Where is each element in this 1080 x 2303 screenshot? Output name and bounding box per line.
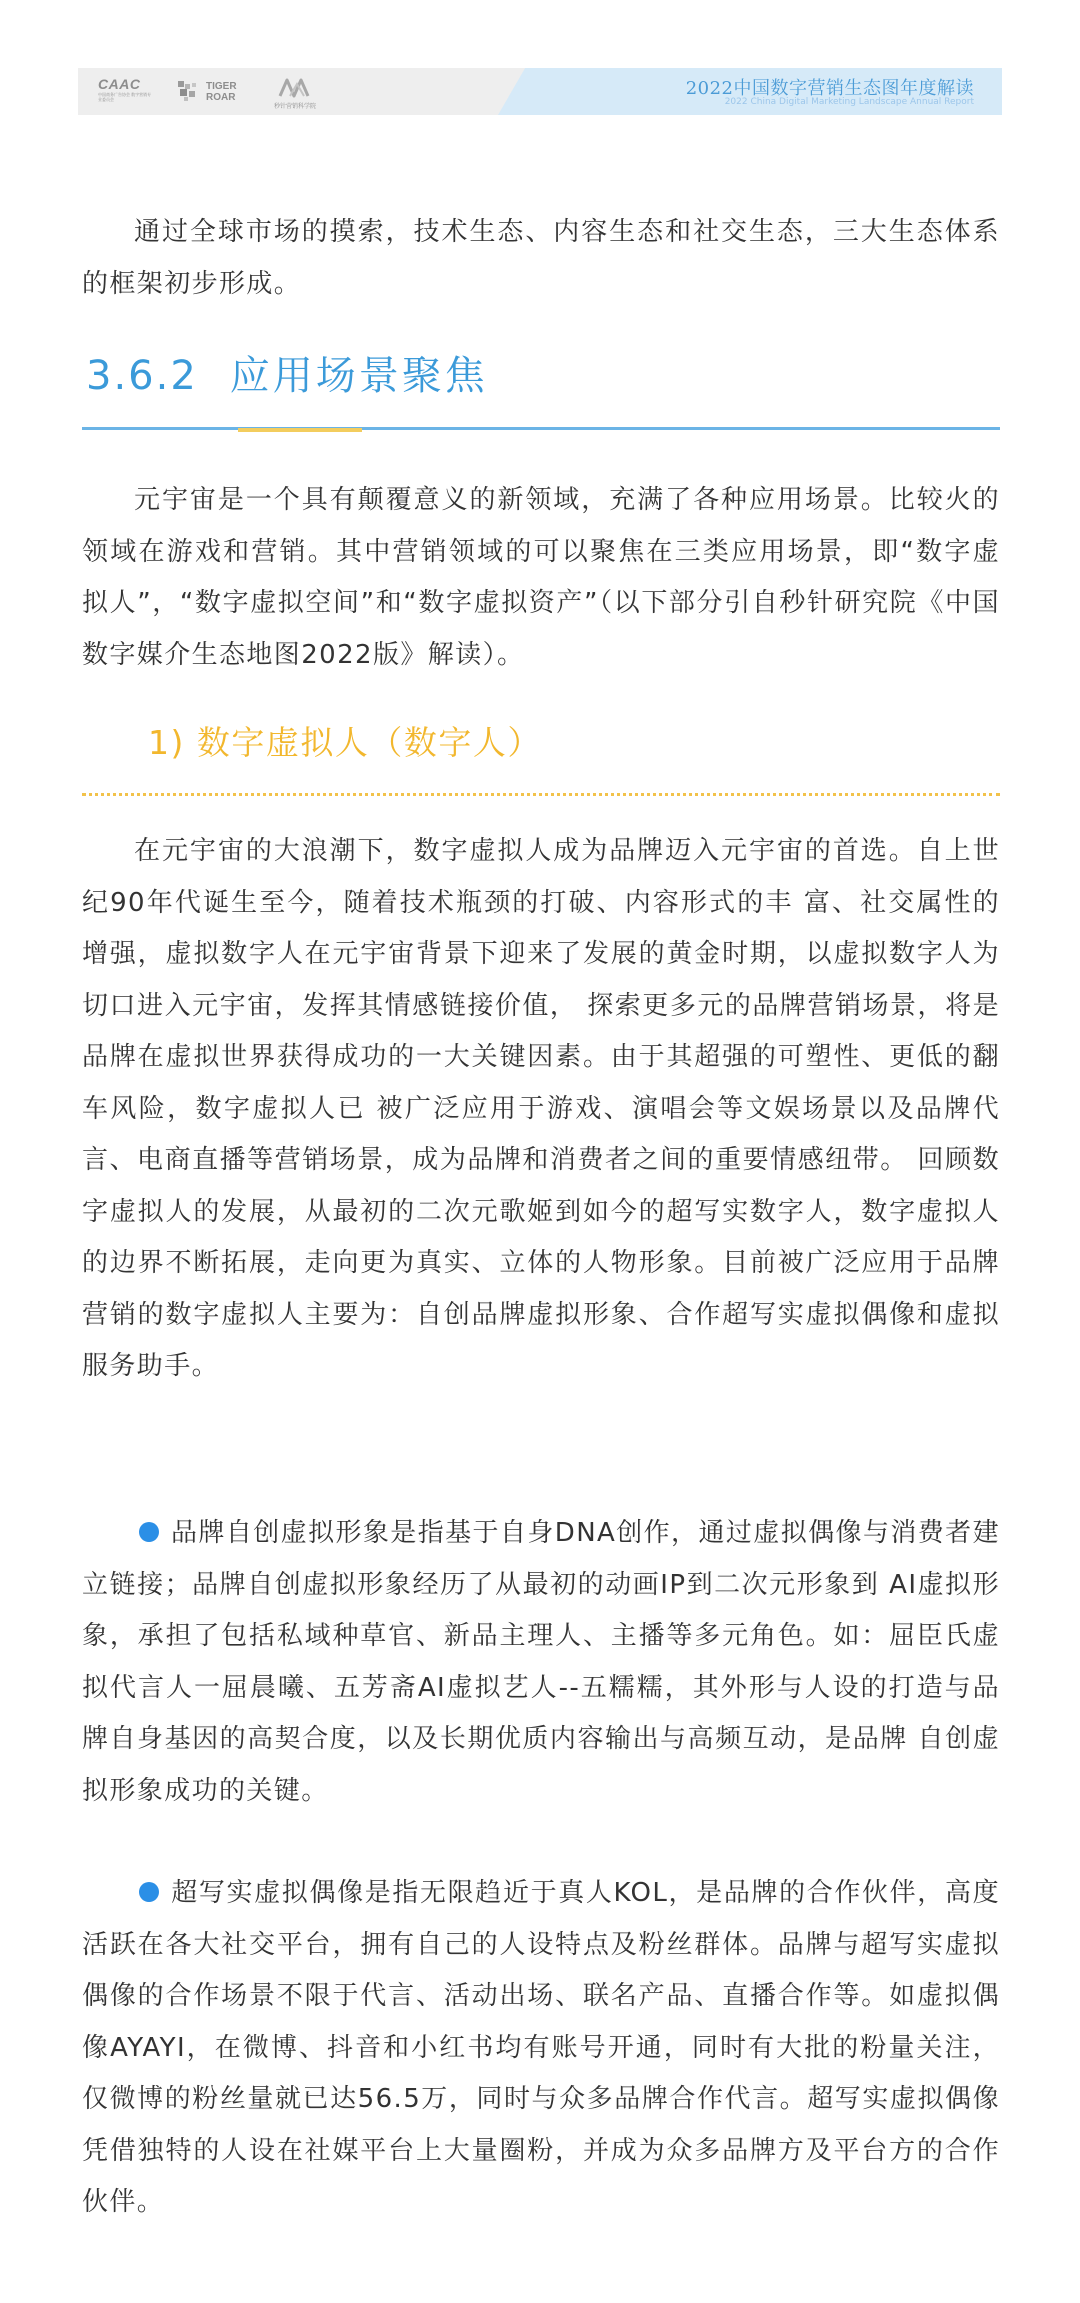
subsection-paragraph: 在元宇宙的大浪潮下，数字虚拟人成为品牌迈入元宇宙的首选。自上世纪90年代诞生至今，随着技术瓶颈的打破、内容形式的丰 富、社交属性的增强，虚拟数字人在元宇宙背景下迎来了发展的黄金时期，以虚拟数字人为切口进入元宇宙，发挥其情感链接价值， 探索更多元的品牌营销场景，将是品牌在虚拟世界获得成功的一大关键因素。由于其超强的可塑性、更低的翻车风险，数字虚拟人已 被广泛应用于游戏、演唱会等文娱场景以及品牌代言、电商直播等营销场景，成为品牌和消费者之间的重要情感纽带。 回顾数字虚拟人的发展，从最初的二次元歌姬到如今的超写实数字人，数字虚拟人的边界不断拓展，走向更为真实、立体的人物形象。目前被广泛应用于品牌营销的数字虚拟人主要为：自创品牌虚拟形象、合作超写实虚拟偶像和虚拟服务助手。	[82, 836, 1000, 1381]
section-underline-accent	[238, 428, 362, 432]
section-title: 应用场景聚焦	[229, 353, 488, 399]
section-underline	[82, 427, 1000, 430]
caac-logo: CAAC 中国商务广告协会 数字营销专业委员会	[98, 76, 152, 102]
section-heading	[86, 350, 488, 402]
intro-paragraph: 通过全球市场的摸索，技术生态、内容生态和社交生态，三大生态体系的框架初步形成。	[82, 217, 1000, 299]
bullet-dot-icon	[139, 1522, 159, 1542]
miaozhen-mark-icon	[278, 76, 314, 98]
section-paragraph: 元宇宙是一个具有颠覆意义的新领域，充满了各种应用场景。比较火的领域在游戏和营销。其中营销领域的可以聚焦在三类应用场景，即“数字虚拟人”，“数字虚拟空间”和“数字虚拟资产”（以下部分引自秒针研究院《中国数字媒介生态地图2022版》解读）。	[82, 485, 1000, 670]
caac-logo-caption: 中国商务广告协会 数字营销专业委员会	[98, 92, 152, 102]
bullet-brand-virtual-image	[82, 1508, 1000, 1817]
miaozhen-logo: 秒针营销科学院	[274, 74, 334, 110]
bullet-text: 品牌自创虚拟形象是指基于自身DNA创作，通过虚拟偶像与消费者建立链接；品牌自创虚拟形象经历了从最初的动画IP到二次元形象到 AI虚拟形象，承担了包括私域种草官、新品主理人、主播等多元角色。如：屈臣氏虚拟代言人一屈晨曦、五芳斋AI虚拟艺人--五糯糯，其外形与人设的打造与品牌自身基因的高契合度，以及长期优质内容输出与高频互动，是品牌 自创虚拟形象成功的关键。	[82, 1518, 1000, 1806]
section-number: 3.6.2	[86, 353, 198, 399]
subsection-dotted-divider	[82, 793, 1000, 796]
report-subtitle: 2022 China Digital Marketing Landscape Annual Report	[724, 97, 974, 107]
subsection-heading: 1) 数字虚拟人（数字人）	[148, 723, 542, 762]
tiger-roar-logo: TIGER ROAR	[176, 74, 254, 110]
tiger-roar-mark-icon	[176, 79, 200, 103]
header-banner	[78, 68, 1002, 115]
report-title: 2022中国数字营销生态图年度解读	[685, 78, 974, 99]
bullet-hyperreal-idol	[82, 1868, 1000, 2229]
bullet-text: 超写实虚拟偶像是指无限趋近于真人KOL，是品牌的合作伙伴，高度活跃在各大社交平台，拥有自己的人设特点及粉丝群体。品牌与超写实虚拟偶像的合作场景不限于代言、活动出场、联名产品、直播合作等。如虚拟偶像AYAYI，在微博、抖音和小红书均有账号开通，同时有大批的粉量关注，仅微博的粉丝量就已达56.5万，同时与众多品牌合作代言。超写实虚拟偶像凭借独特的人设在社媒平台上大量圈粉，并成为众多品牌方及平台方的合作伙伴。	[82, 1878, 1000, 2217]
bullet-dot-icon	[139, 1882, 159, 1902]
